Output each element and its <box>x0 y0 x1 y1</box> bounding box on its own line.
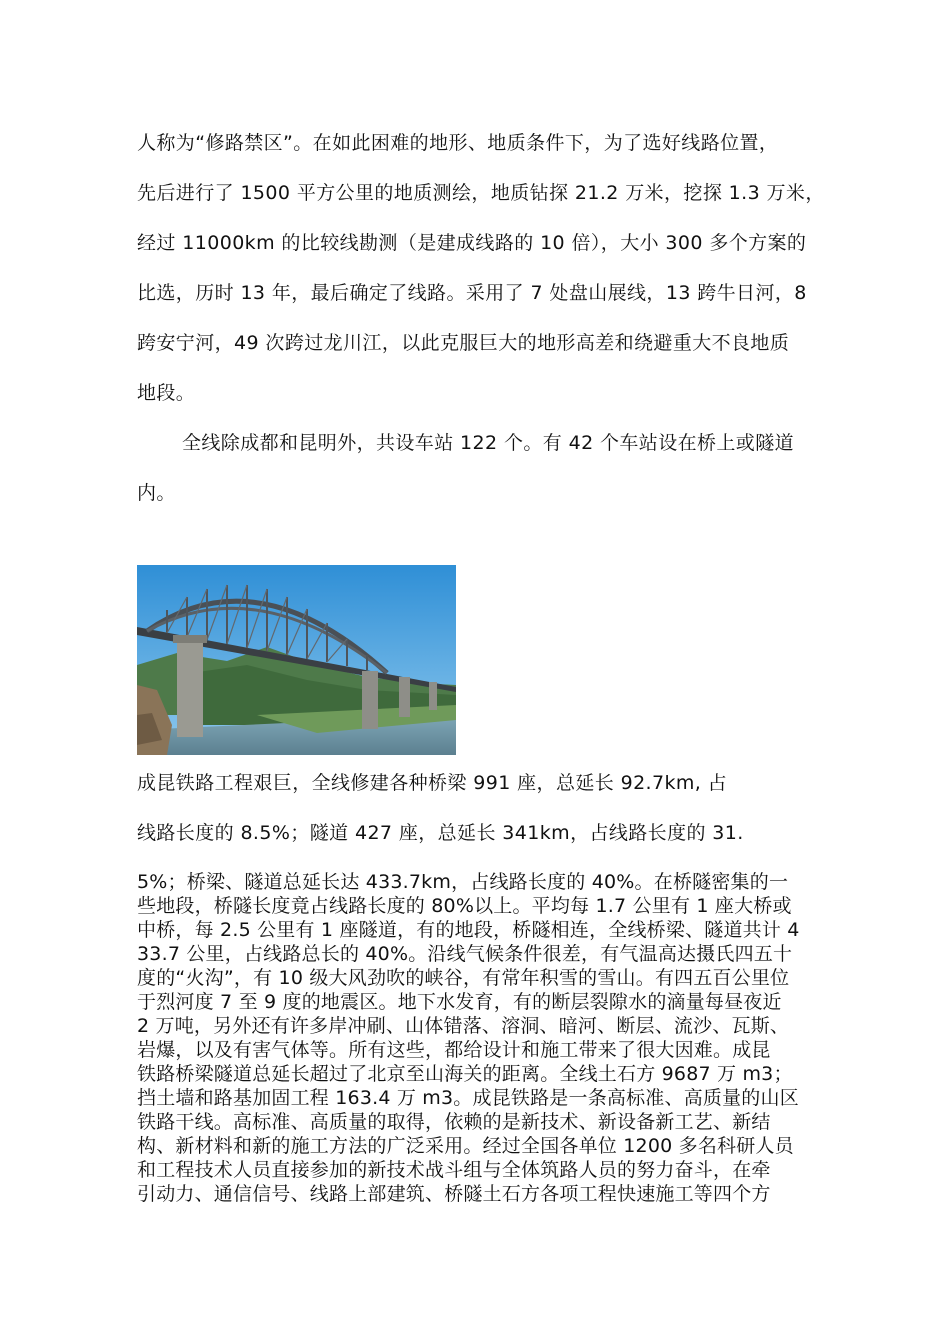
paragraph4-line-6: 于烈河度 7 至 9 度的地震区。地下水发育，有的断层裂隙水的滴量每昼夜近 <box>137 991 782 1013</box>
paragraph1-line-3: 经过 11000km 的比较线勘测（是建成线路的 10 倍），大小 300 多个方案的 <box>137 232 807 254</box>
paragraph1-line-4: 比选，历时 13 年，最后确定了线路。采用了 7 处盘山展线，13 跨牛日河，8 <box>137 282 807 304</box>
bridge-photo-graphic <box>137 565 456 755</box>
paragraph4-line-11: 铁路干线。高标准、高质量的取得，依赖的是新技术、新设备新工艺、新结 <box>137 1111 771 1133</box>
paragraph1-line-1: 人称为“修路禁区”。在如此困难的地形、地质条件下，为了选好线路位置， <box>137 132 779 154</box>
paragraph4-line-8: 岩爆，以及有害气体等。所有这些，都给设计和施工带来了很大因难。成昆 <box>137 1039 771 1061</box>
paragraph4-line-12: 构、新材料和新的施工方法的广泛采用。经过全国各单位 1200 多名科研人员 <box>137 1135 794 1157</box>
paragraph4-line-5: 度的“火沟”，有 10 级大风劲吹的峡谷，有常年积雪的雪山。有四五百公里位 <box>137 967 790 989</box>
paragraph4-line-14: 引动力、通信信号、线路上部建筑、桥隧土石方各项工程快速施工等四个方 <box>137 1183 771 1205</box>
paragraph4-line-1: 5%；桥梁、隧道总延长达 433.7km，占线路长度的 40%。在桥隧密集的一 <box>137 871 789 893</box>
paragraph4-line-3: 中桥，每 2.5 公里有 1 座隧道，有的地段，桥隧相连，全线桥梁、隧道共计 4 <box>137 919 800 941</box>
paragraph3-line-1: 成昆铁路工程艰巨，全线修建各种桥梁 991 座，总延长 92.7km, 占 <box>137 772 728 794</box>
paragraph4-line-13: 和工程技术人员直接参加的新技术战斗组与全体筑路人员的努力奋斗，在牵 <box>137 1159 771 1181</box>
paragraph1-line-6: 地段。 <box>137 382 196 404</box>
paragraph4-line-7: 2 万吨，另外还有许多岸冲刷、山体错落、溶洞、暗河、断层、流沙、瓦斯、 <box>137 1015 790 1037</box>
paragraph2-line-2: 内。 <box>137 482 176 504</box>
paragraph2-line-1: 全线除成都和昆明外，共设车站 122 个。有 42 个车站设在桥上或隧道 <box>182 432 795 454</box>
paragraph4-line-4: 33.7 公里，占线路总长的 40%。沿线气候条件很差，有气温高达摄氏四五十 <box>137 943 793 965</box>
paragraph4-line-2: 些地段，桥隧长度竟占线路长度的 80%以上。平均每 1.7 公里有 1 座大桥或 <box>137 895 792 917</box>
paragraph4-line-10: 挡土墙和路基加固工程 163.4 万 m3。成昆铁路是一条高标准、高质量的山区 <box>137 1087 799 1109</box>
paragraph3-line-2: 线路长度的 8.5%；隧道 427 座，总延长 341km，占线路长度的 31. <box>137 822 744 844</box>
paragraph4-line-9: 铁路桥梁隧道总延长超过了北京至山海关的距离。全线土石方 9687 万 m3； <box>137 1063 793 1085</box>
paragraph1-line-5: 跨安宁河，49 次跨过龙川江，以此克服巨大的地形高差和绕避重大不良地质 <box>137 332 790 354</box>
railway-arch-bridge-photo <box>137 565 456 755</box>
paragraph1-line-2: 先后进行了 1500 平方公里的地质测绘，地质钻探 21.2 万米，挖探 1.3 万米， <box>137 182 825 204</box>
